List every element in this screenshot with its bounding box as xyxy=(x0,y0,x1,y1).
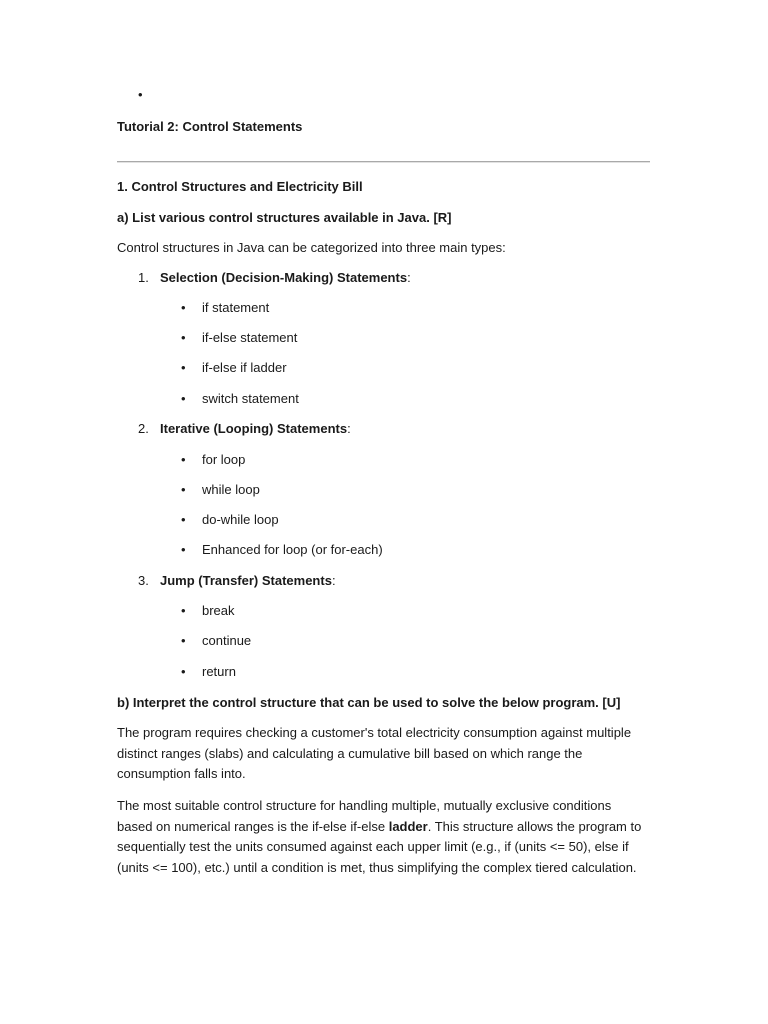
question-b-heading: b) Interpret the control structure that can be used to solve the below program. [U] xyxy=(117,695,621,710)
numbered-item-selection xyxy=(138,269,638,287)
list-number: 2. xyxy=(138,421,149,436)
list-suffix: : xyxy=(331,573,336,588)
paragraph-bold-text: ladder xyxy=(388,818,428,834)
list-item-text: return xyxy=(202,664,236,679)
bullet: • xyxy=(181,664,186,679)
question-a-heading: a) List various control structures available in Java. [R] xyxy=(117,210,452,225)
empty-bullet: • xyxy=(138,87,143,102)
bullet: • xyxy=(181,330,186,345)
list-item-text: Enhanced for loop (or for-each) xyxy=(202,542,383,557)
list-item xyxy=(181,359,631,377)
list-item-text: break xyxy=(202,603,235,618)
bullet: • xyxy=(181,603,186,618)
bullet: • xyxy=(181,542,186,557)
list-item-text: if-else if ladder xyxy=(202,360,287,375)
list-item-text: if-else statement xyxy=(202,330,298,345)
list-suffix: : xyxy=(407,270,411,285)
paragraph-text: . This structure allows the program to sequentially test the units consumed against each upper limit (e.g., if (units <= 50), else if (units <= 100), etc.) until a condition is met, thus simplifying the complex tiered calculation. xyxy=(117,818,642,875)
question-a-intro: Control structures in Java can be categorized into three main types: xyxy=(117,240,506,255)
list-item xyxy=(181,602,631,620)
list-item-text: continue xyxy=(202,633,252,648)
list-item xyxy=(181,481,631,499)
list-label: Selection (Decision-Making) Statements xyxy=(160,270,408,285)
list-item xyxy=(181,451,631,469)
list-number: 3. xyxy=(138,573,149,588)
list-item-text: switch statement xyxy=(202,391,299,406)
question-b-paragraph-2 xyxy=(117,796,650,878)
bullet: • xyxy=(181,512,186,527)
list-item-text: if statement xyxy=(202,300,270,315)
question-b-paragraph-1: The program requires checking a customer's total electricity consumption against multiple distinct ranges (slabs) and calculating a cumulative bill based on which range the consumption falls into. xyxy=(117,725,632,781)
list-number: 1. xyxy=(138,270,149,285)
list-label: Iterative (Looping) Statements xyxy=(160,421,348,436)
bullet: • xyxy=(181,482,186,497)
list-item-text: do-while loop xyxy=(202,512,279,527)
bullet: • xyxy=(181,391,186,406)
list-item xyxy=(181,299,631,317)
bullet: • xyxy=(181,452,186,467)
list-item xyxy=(181,329,631,347)
bullet: • xyxy=(181,360,186,375)
section-heading: 1. Control Structures and Electricity Bill xyxy=(117,179,363,194)
numbered-item-iterative xyxy=(138,420,638,438)
list-item xyxy=(181,390,631,408)
horizontal-divider xyxy=(117,161,650,163)
list-item xyxy=(181,663,631,681)
list-item-text: while loop xyxy=(202,482,260,497)
list-item-text: for loop xyxy=(202,452,246,467)
bullet: • xyxy=(181,633,186,648)
list-label: Jump (Transfer) Statements xyxy=(160,573,332,588)
numbered-item-jump xyxy=(138,572,638,590)
list-item xyxy=(181,632,631,650)
document-title: Tutorial 2: Control Statements xyxy=(117,119,303,134)
paragraph-text: The most suitable control structure for handling multiple, mutually exclusive conditions based on numerical ranges is the if-else if-else xyxy=(117,798,612,834)
list-item xyxy=(181,511,631,529)
bullet: • xyxy=(181,300,186,315)
list-item xyxy=(181,541,631,559)
list-suffix: : xyxy=(347,421,351,436)
